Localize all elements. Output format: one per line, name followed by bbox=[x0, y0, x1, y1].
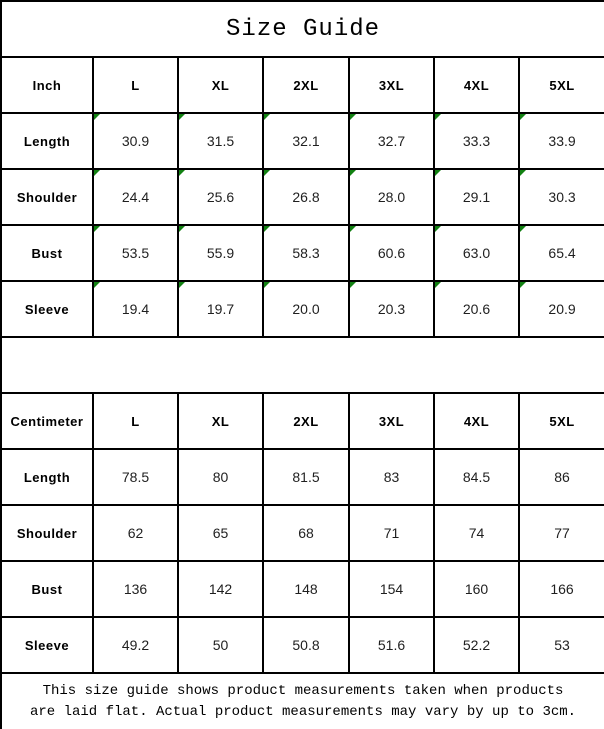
size-value-cell bbox=[519, 281, 604, 337]
size-value-cell: 68 bbox=[263, 505, 349, 561]
cell-corner-marker-icon bbox=[179, 114, 185, 120]
page-title: Size Guide bbox=[1, 1, 604, 57]
size-value-cell bbox=[349, 281, 434, 337]
footer-note-line2: are laid flat. Actual product measurements may vary by up to 3cm. bbox=[29, 703, 577, 720]
value-text: 20.0 bbox=[292, 301, 320, 317]
value-text: 32.7 bbox=[377, 133, 406, 149]
size-value-cell bbox=[178, 169, 263, 225]
cell-corner-marker-icon bbox=[435, 282, 441, 288]
footer-note bbox=[1, 673, 604, 729]
table-row bbox=[1, 225, 604, 281]
size-value-cell: 77 bbox=[519, 505, 604, 561]
table-row bbox=[1, 169, 604, 225]
inch-header-row bbox=[1, 57, 604, 113]
value-text: 24.4 bbox=[121, 189, 150, 205]
size-value-cell: 78.5 bbox=[93, 449, 178, 505]
value-text: 60.6 bbox=[377, 245, 406, 261]
size-value-cell: 62 bbox=[93, 505, 178, 561]
row-label: Shoulder bbox=[1, 505, 93, 561]
value-text: 19.4 bbox=[121, 301, 150, 317]
size-value-cell bbox=[93, 113, 178, 169]
cell-corner-marker-icon bbox=[264, 114, 270, 120]
cell-corner-marker-icon bbox=[264, 282, 270, 288]
size-value-cell bbox=[434, 113, 519, 169]
size-value-cell bbox=[93, 169, 178, 225]
size-column-header: 2XL bbox=[263, 393, 349, 449]
size-column-header: 3XL bbox=[349, 393, 434, 449]
size-value-cell bbox=[519, 169, 604, 225]
footer-row bbox=[1, 673, 604, 729]
value-text: 30.9 bbox=[121, 133, 150, 149]
value-text: 58.3 bbox=[292, 245, 320, 261]
unit-header-centimeter: Centimeter bbox=[1, 393, 93, 449]
size-value-cell bbox=[434, 169, 519, 225]
size-value-cell bbox=[519, 113, 604, 169]
value-text: 20.9 bbox=[548, 301, 576, 317]
size-value-cell bbox=[263, 113, 349, 169]
size-value-cell: 74 bbox=[434, 505, 519, 561]
value-text: 20.3 bbox=[377, 301, 406, 317]
size-value-cell: 154 bbox=[349, 561, 434, 617]
table-row bbox=[1, 113, 604, 169]
centimeter-header-row bbox=[1, 393, 604, 449]
value-text: 65.4 bbox=[548, 245, 576, 261]
size-column-header: XL bbox=[178, 57, 263, 113]
size-column-header: 5XL bbox=[519, 393, 604, 449]
size-value-cell: 49.2 bbox=[93, 617, 178, 673]
size-column-header: 3XL bbox=[349, 57, 434, 113]
size-value-cell bbox=[178, 113, 263, 169]
size-value-cell bbox=[263, 225, 349, 281]
size-value-cell bbox=[263, 281, 349, 337]
value-text: 19.7 bbox=[206, 301, 235, 317]
size-value-cell bbox=[178, 225, 263, 281]
size-value-cell: 51.6 bbox=[349, 617, 434, 673]
cell-corner-marker-icon bbox=[435, 170, 441, 176]
size-value-cell: 160 bbox=[434, 561, 519, 617]
value-text: 63.0 bbox=[462, 245, 491, 261]
table-row bbox=[1, 281, 604, 337]
cell-corner-marker-icon bbox=[350, 226, 356, 232]
size-value-cell bbox=[434, 225, 519, 281]
size-value-cell bbox=[93, 281, 178, 337]
size-value-cell: 136 bbox=[93, 561, 178, 617]
footer-note-line1: This size guide shows product measurements taken when products bbox=[42, 683, 564, 700]
cell-corner-marker-icon bbox=[520, 282, 526, 288]
value-text: 31.5 bbox=[206, 133, 235, 149]
row-label: Sleeve bbox=[1, 617, 93, 673]
size-value-cell: 50.8 bbox=[263, 617, 349, 673]
cell-corner-marker-icon bbox=[520, 226, 526, 232]
size-value-cell bbox=[178, 281, 263, 337]
size-value-cell bbox=[349, 225, 434, 281]
cell-corner-marker-icon bbox=[350, 170, 356, 176]
cell-corner-marker-icon bbox=[94, 114, 100, 120]
size-value-cell: 81.5 bbox=[263, 449, 349, 505]
cell-corner-marker-icon bbox=[179, 282, 185, 288]
value-text: 53.5 bbox=[121, 245, 150, 261]
size-value-cell: 65 bbox=[178, 505, 263, 561]
size-value-cell bbox=[263, 169, 349, 225]
size-value-cell: 80 bbox=[178, 449, 263, 505]
cell-corner-marker-icon bbox=[435, 226, 441, 232]
value-text: 25.6 bbox=[206, 189, 235, 205]
table-row bbox=[1, 449, 604, 505]
size-value-cell: 86 bbox=[519, 449, 604, 505]
size-column-header: XL bbox=[178, 393, 263, 449]
cell-corner-marker-icon bbox=[350, 114, 356, 120]
table-row bbox=[1, 505, 604, 561]
unit-header-inch: Inch bbox=[1, 57, 93, 113]
size-column-header: 5XL bbox=[519, 57, 604, 113]
size-value-cell bbox=[434, 281, 519, 337]
row-label: Bust bbox=[1, 225, 93, 281]
row-label: Sleeve bbox=[1, 281, 93, 337]
cell-corner-marker-icon bbox=[179, 170, 185, 176]
size-value-cell bbox=[519, 225, 604, 281]
cell-corner-marker-icon bbox=[179, 226, 185, 232]
size-value-cell: 148 bbox=[263, 561, 349, 617]
size-column-header: 4XL bbox=[434, 57, 519, 113]
value-text: 29.1 bbox=[462, 189, 491, 205]
cell-corner-marker-icon bbox=[94, 170, 100, 176]
size-value-cell: 142 bbox=[178, 561, 263, 617]
table-row bbox=[1, 561, 604, 617]
row-label: Shoulder bbox=[1, 169, 93, 225]
value-text: 28.0 bbox=[377, 189, 406, 205]
size-value-cell bbox=[93, 225, 178, 281]
cell-corner-marker-icon bbox=[264, 170, 270, 176]
row-label: Length bbox=[1, 449, 93, 505]
cell-corner-marker-icon bbox=[435, 114, 441, 120]
value-text: 32.1 bbox=[292, 133, 320, 149]
row-label: Bust bbox=[1, 561, 93, 617]
size-column-header: 2XL bbox=[263, 57, 349, 113]
size-column-header: L bbox=[93, 57, 178, 113]
value-text: 55.9 bbox=[206, 245, 235, 261]
cell-corner-marker-icon bbox=[264, 226, 270, 232]
cell-corner-marker-icon bbox=[94, 226, 100, 232]
cell-corner-marker-icon bbox=[350, 282, 356, 288]
size-column-header: L bbox=[93, 393, 178, 449]
size-value-cell bbox=[349, 169, 434, 225]
value-text: 30.3 bbox=[548, 189, 576, 205]
table-row bbox=[1, 617, 604, 673]
size-value-cell: 84.5 bbox=[434, 449, 519, 505]
value-text: 33.9 bbox=[548, 133, 576, 149]
value-text: 20.6 bbox=[462, 301, 491, 317]
spacer-row bbox=[1, 337, 604, 393]
size-value-cell: 50 bbox=[178, 617, 263, 673]
title-row bbox=[1, 1, 604, 57]
size-value-cell: 166 bbox=[519, 561, 604, 617]
cell-corner-marker-icon bbox=[94, 282, 100, 288]
cell-corner-marker-icon bbox=[520, 170, 526, 176]
size-value-cell: 52.2 bbox=[434, 617, 519, 673]
size-column-header: 4XL bbox=[434, 393, 519, 449]
size-value-cell bbox=[349, 113, 434, 169]
spacer-cell bbox=[1, 337, 604, 393]
value-text: 33.3 bbox=[462, 133, 491, 149]
size-value-cell: 83 bbox=[349, 449, 434, 505]
size-value-cell: 71 bbox=[349, 505, 434, 561]
size-value-cell: 53 bbox=[519, 617, 604, 673]
value-text: 26.8 bbox=[292, 189, 320, 205]
row-label: Length bbox=[1, 113, 93, 169]
cell-corner-marker-icon bbox=[520, 114, 526, 120]
